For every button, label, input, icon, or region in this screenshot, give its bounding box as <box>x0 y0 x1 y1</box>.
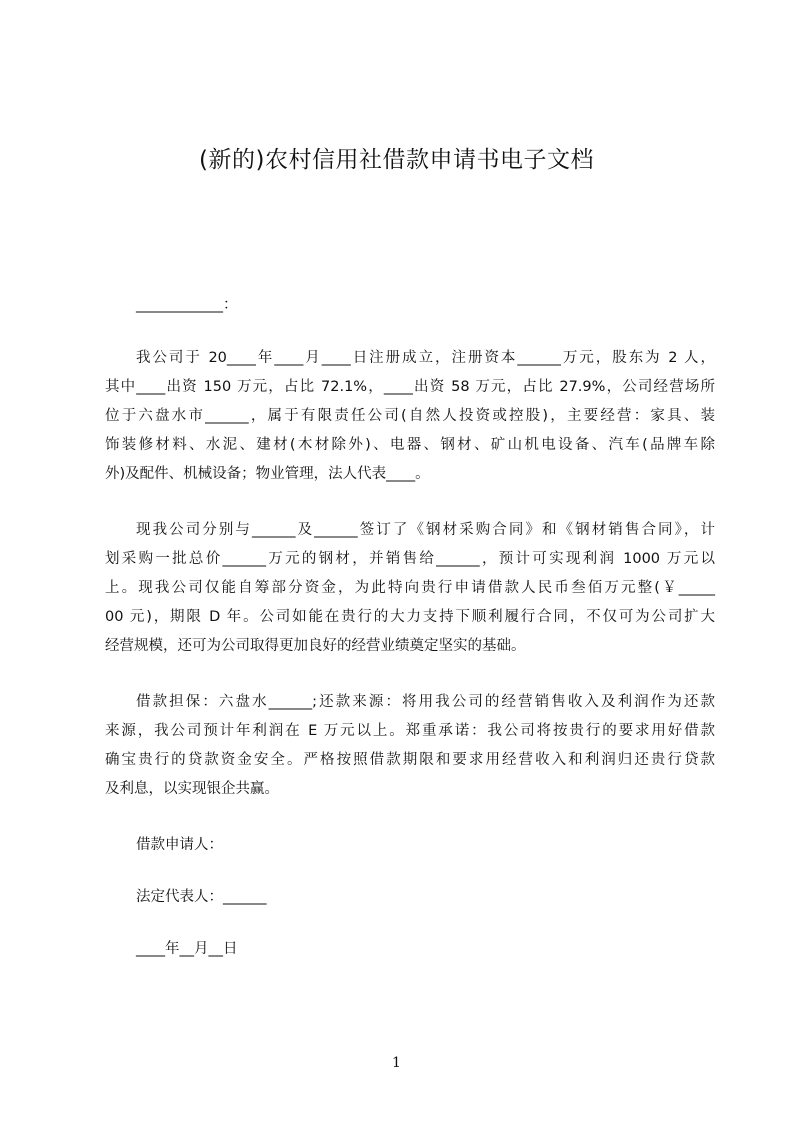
paragraph-line: 现我公司分别与______及______签订了《钢材采购合同》和《钢材销售合同》，计 <box>136 522 715 538</box>
paragraph-company-intro <box>105 344 715 489</box>
document-title: (新的)农村信用社借款申请书电子文档 <box>199 147 594 173</box>
paragraph-line: 我公司于 20____年____月____日注册成立，注册资本______万元，股东为 2 人， <box>136 350 715 366</box>
paragraph-line: 确宝贵行的贷款资金安全。严格按照借款期限和要求用经营收入和利润归还贵行贷款 <box>105 752 715 768</box>
paragraph-loan-request <box>105 516 715 661</box>
paragraph-line: 及利息，以实现银企共赢。 <box>105 781 279 797</box>
salutation: ____________： <box>136 297 238 313</box>
paragraph-line: 位于六盘水市______，属于有限责任公司(自然人投资或控股)，主要经营：家具、装 <box>105 408 715 424</box>
paragraph-line: 其中____出资 150 万元，占比 72.1%，____出资 58 万元，占比 27.9%，公司经营场所 <box>105 379 715 395</box>
signature-applicant: 借款申请人： <box>136 837 223 853</box>
document-body <box>105 285 715 964</box>
paragraph-line: 来源，我公司预计年利润在 E 万元以上。郑重承诺：我公司将按贵行的要求用好借款 <box>105 723 715 739</box>
paragraph-line: 经营规模，还可为公司取得更加良好的经营业绩奠定坚实的基础。 <box>105 638 526 654</box>
paragraph-guarantee <box>105 688 715 804</box>
paragraph-line: 借款担保：六盘水______;还款来源：将用我公司的经营销售收入及利润作为还款 <box>136 694 715 710</box>
paragraph-line: 上。现我公司仅能自筹部分资金，为此特向贵行申请借款人民币叁佰万元整(￥_____ <box>105 580 715 596</box>
signature-legal-rep: 法定代表人：______ <box>136 889 267 905</box>
paragraph-line: 饰装修材料、水泥、建材(木材除外)、电器、钢材、矿山机电设备、汽车(品牌车除 <box>105 437 715 453</box>
signature-date: ____年__月__日 <box>136 941 238 957</box>
paragraph-line: 划采购一批总价______万元的钢材，并销售给______，预计可实现利润 1000 万元以 <box>105 551 715 567</box>
paragraph-line: 外)及配件、机械设备；物业管理，法人代表____。 <box>105 466 430 482</box>
page-number: 1 <box>392 1055 401 1071</box>
paragraph-line: 00 元)，期限 D 年。公司如能在贵行的大力支持下顺利履行合同，不仅可为公司扩大 <box>105 609 715 625</box>
